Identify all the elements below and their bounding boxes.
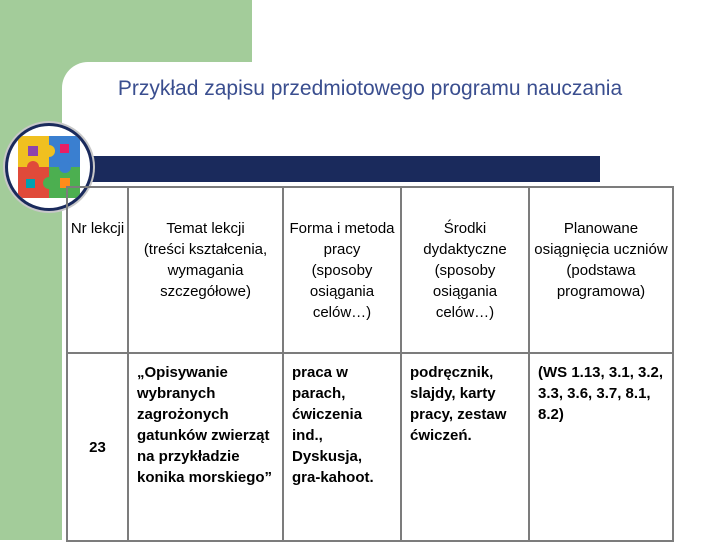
header-srodki-main: Środki dydaktyczne: [423, 220, 507, 258]
header-temat-sub: (treści kształcenia, wymagania szczegółowe): [143, 241, 268, 300]
cell-nr: 23: [67, 353, 128, 541]
header-nr-main: Nr lekcji: [70, 220, 125, 237]
header-forma-sub: (sposoby osiągania celów…): [309, 262, 375, 321]
header-srodki-dydaktyczne: [401, 187, 529, 353]
cell-resources: podręcznik, slajdy, karty pracy, zestaw ćwiczeń.: [401, 353, 529, 541]
header-nr-lekcji: [67, 187, 128, 353]
slide-title: Przykład zapisu przedmiotowego programu nauczania: [117, 77, 623, 100]
header-temat-main: Temat lekcji: [166, 220, 245, 237]
header-planowane-osiagniecia: [529, 187, 673, 353]
header-planowane-sub: (podstawa programowa): [556, 262, 646, 300]
title-divider-bar: [92, 156, 600, 182]
lesson-plan-table: [66, 186, 674, 542]
table-row: [67, 353, 673, 541]
header-srodki-sub: (sposoby osiągania celów…): [432, 262, 498, 321]
table-header-row: [67, 187, 673, 353]
cell-topic: „Opisywanie wybranych zagrożonych gatunków zwierząt na przykładzie konika morskiego”: [128, 353, 283, 541]
cell-outcomes: (WS 1.13, 3.1, 3.2, 3.3, 3.6, 3.7, 8.1, 8.2): [529, 353, 673, 541]
header-planowane-main: Planowane osiągnięcia uczniów: [534, 220, 668, 258]
header-forma-metoda: [283, 187, 401, 353]
cell-method: praca w parach, ćwiczenia ind., Dyskusja, gra-kahoot.: [283, 353, 401, 541]
header-temat-lekcji: [128, 187, 283, 353]
header-forma-main: Forma i metoda pracy: [289, 220, 395, 258]
